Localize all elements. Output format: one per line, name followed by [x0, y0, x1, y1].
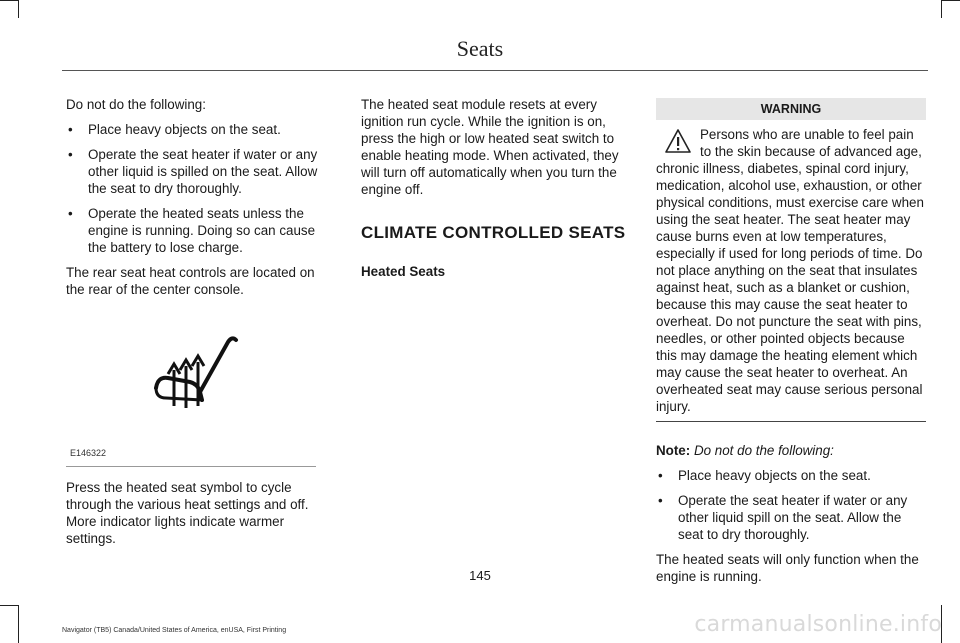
heated-seat-illustration [66, 326, 316, 467]
list-item: • Place heavy objects on the seat. [66, 121, 336, 138]
column-middle [361, 96, 633, 280]
footer-text: Navigator (TB5) Canada/United States of America, enUSA, First Printing [62, 627, 287, 634]
crop-mark [0, 605, 18, 606]
header-rule [62, 70, 928, 71]
press-instructions: Press the heated seat symbol to cycle through the various heat settings and off. More indicator lights indicate warmer settings. [66, 480, 309, 546]
heated-seat-icon [152, 336, 248, 412]
closing-text: The heated seats will only function when the engine is running. [656, 552, 919, 584]
warning-triangle-icon [664, 128, 692, 154]
note [656, 442, 926, 459]
list-item: • Operate the seat heater if water or any other liquid spill on the seat. Allow the seat to dry thoroughly. [656, 492, 926, 543]
intro-text: Do not do the following: [66, 97, 206, 112]
illustration-code: E146322 [70, 448, 107, 458]
list-item: • Place heavy objects on the seat. [656, 467, 926, 484]
section-heading: CLIMATE CONTROLLED SEATS [361, 223, 626, 242]
rear-controls-text: The rear seat heat controls are located on the rear of the center console. [66, 265, 315, 297]
sub-heading: Heated Seats [361, 264, 446, 279]
column-left [66, 96, 336, 555]
column-right [656, 96, 926, 593]
crop-mark [0, 0, 18, 1]
warning-text: Persons who are unable to feel pain to the skin because of advanced age, chronic illness, diabetes, spinal cord injury, medication, alcohol use, exhaustion, or other physical conditions, must exercise care when using the seat heater. The seat heater may cause burns even at low temperatures, especially if used for long periods of time. Do not place anything on the seat that insulates against heat, such as a blanket or cushion, because this may cause the seat heater to overheat. Do not puncture the seat with pins, needles, or other pointed objects because this may damage the heating element which may cause the seat heater to overheat. An overheated seat may cause serious personal injury. [656, 127, 924, 414]
warning-label: WARNING [656, 98, 926, 120]
list-item: • Operate the seat heater if water or any other liquid is spilled on the seat. Allow the seat to dry thoroughly. [66, 146, 336, 197]
note-label: Note: [656, 443, 691, 458]
page-title: Seats [456, 36, 504, 61]
bullet-list [66, 121, 336, 256]
page-number: 145 [469, 568, 491, 583]
list-item: • Operate the heated seats unless the engine is running. Doing so can cause the battery to lose charge. [66, 205, 336, 256]
note-text: Do not do the following: [693, 443, 834, 458]
watermark: carmanualsonline.info [694, 612, 942, 637]
reset-text: The heated seat module resets at every ignition run cycle. While the ignition is on, press the high or low heated seat switch to enable heating mode. When activated, they will turn off automatically when you turn the engine off. [361, 97, 619, 197]
crop-mark [18, 0, 19, 18]
warning-box [656, 126, 926, 422]
bullet-list [656, 467, 926, 543]
crop-mark [18, 605, 19, 643]
crop-mark [942, 0, 960, 1]
crop-mark [941, 0, 942, 18]
